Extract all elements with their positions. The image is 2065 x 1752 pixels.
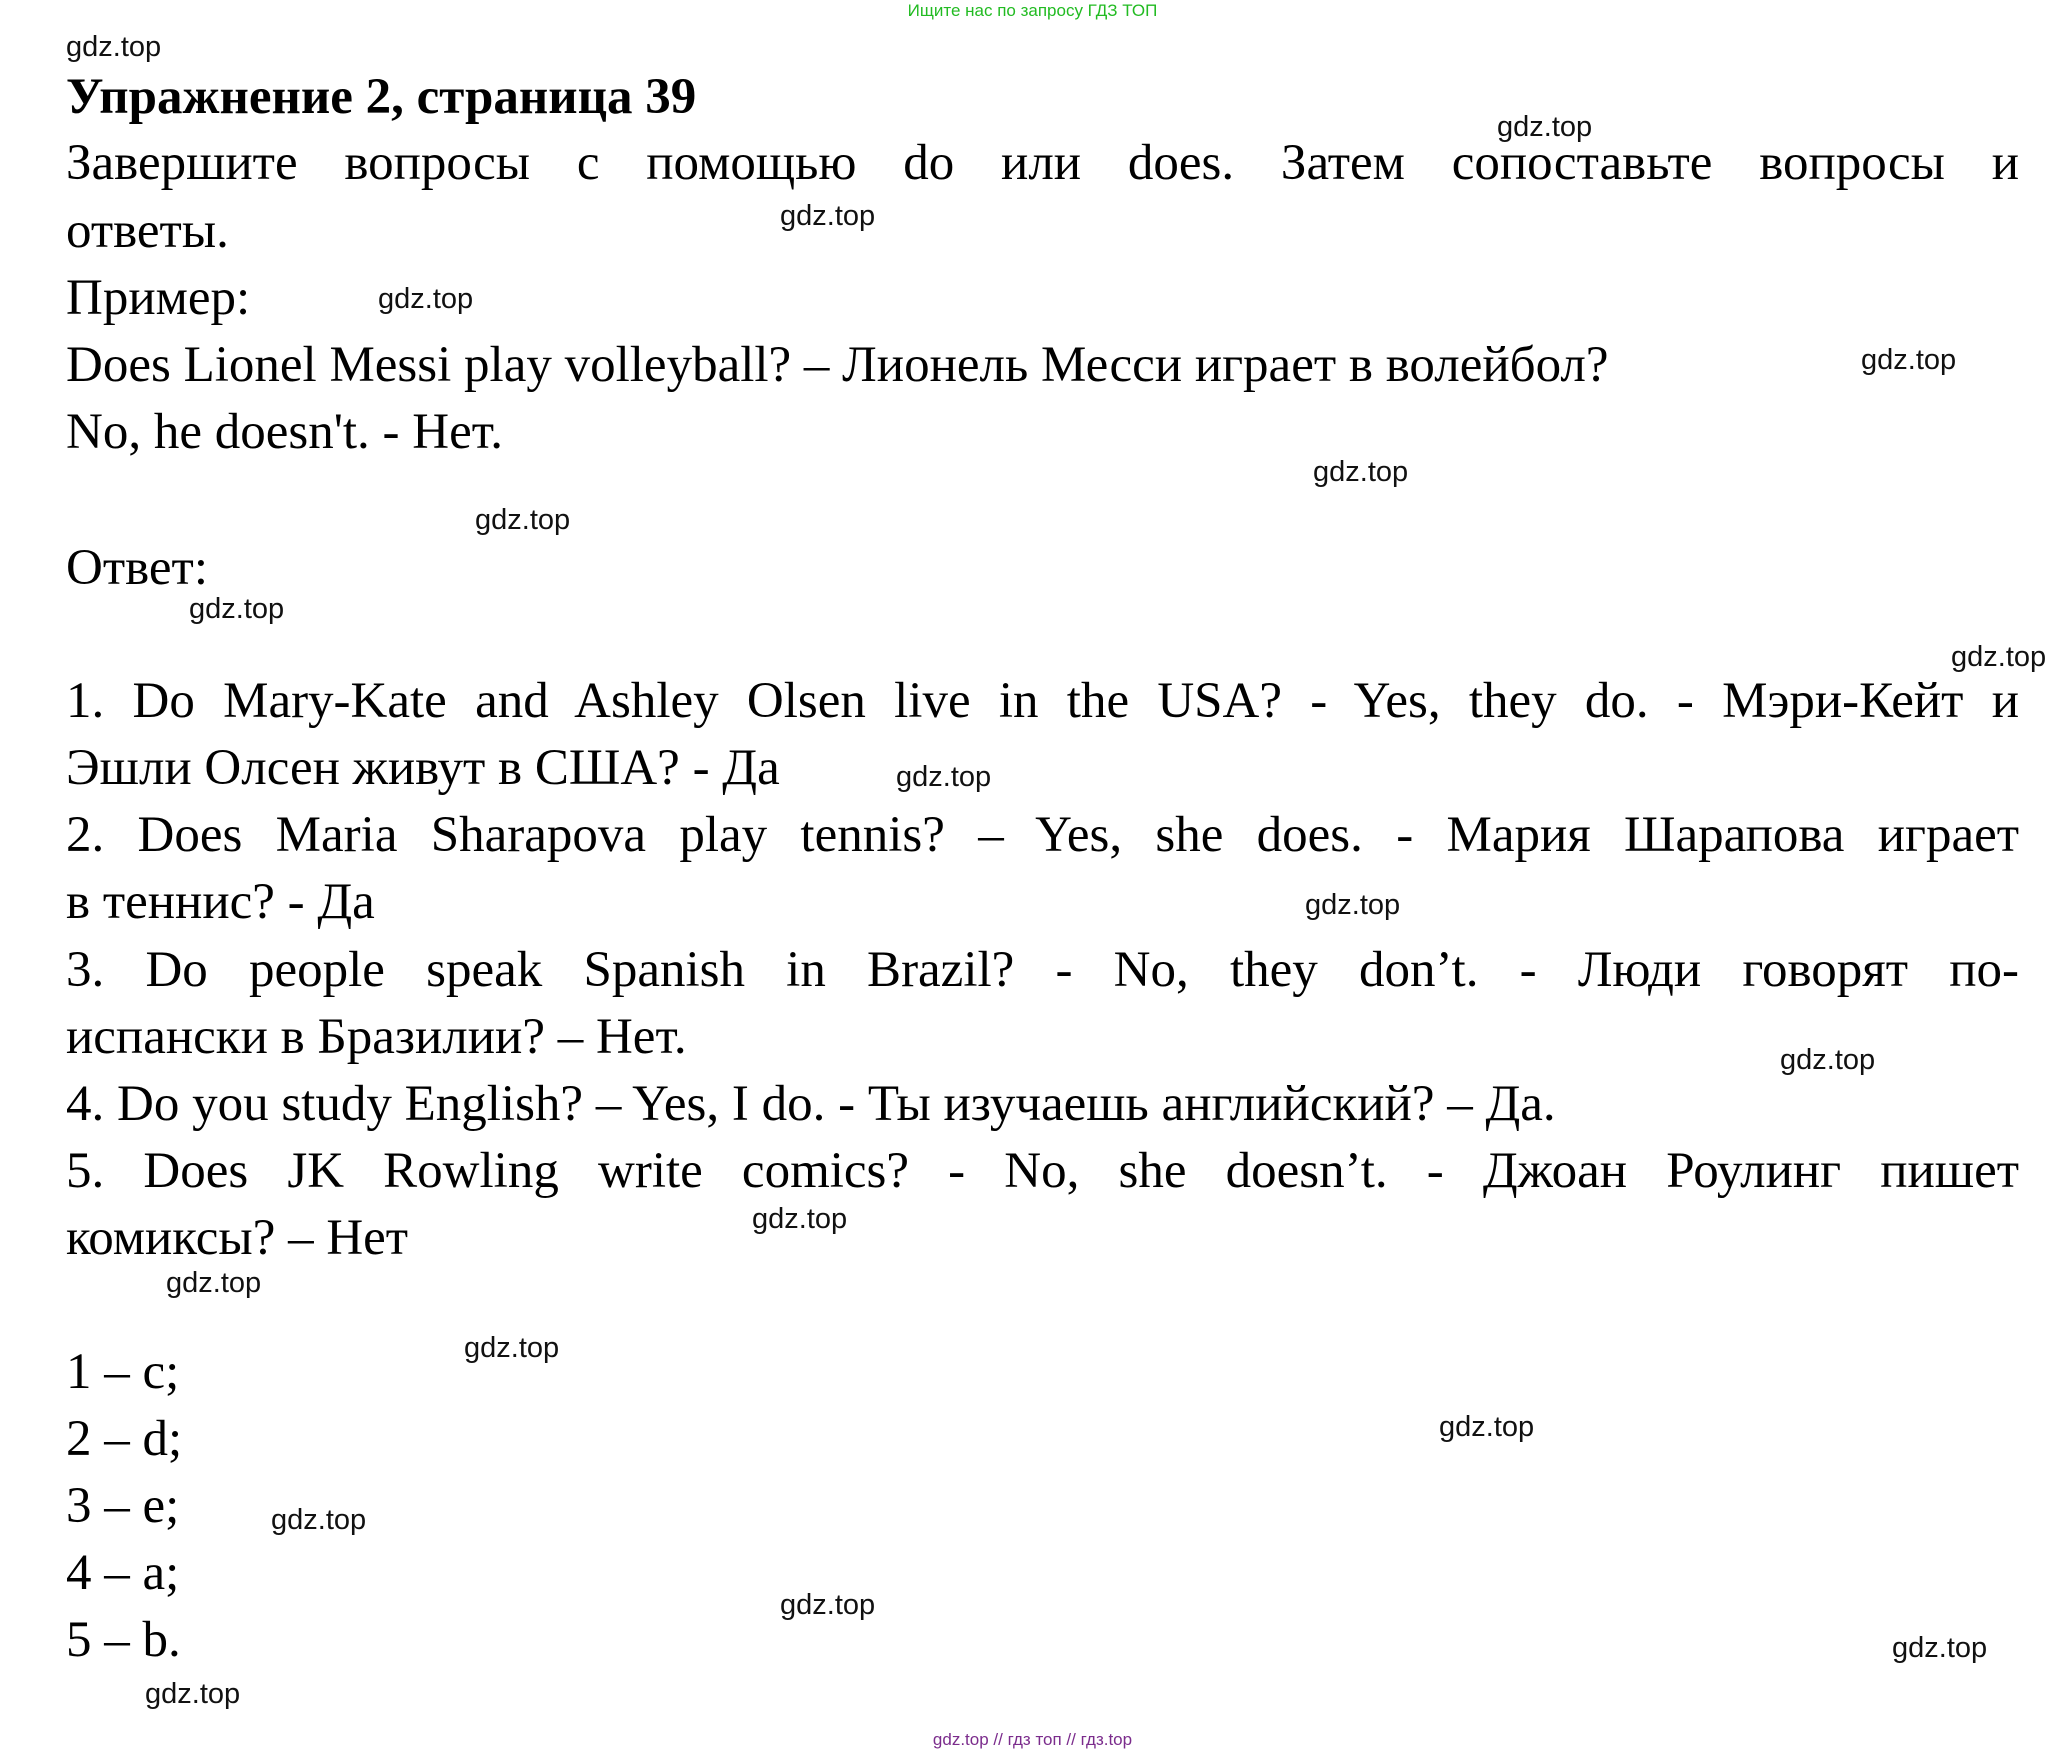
watermark: gdz.top <box>66 31 162 63</box>
example-answer: No, he doesn't. - Нет. <box>66 404 503 460</box>
watermark: gdz.top <box>1305 889 1401 921</box>
answer-1-line-2: Эшли Олсен живут в США? - Да <box>66 740 780 796</box>
example-label: Пример: <box>66 270 251 326</box>
match-3: 3 – e; <box>66 1478 180 1534</box>
bottom-banner: gdz.top // гдз топ // гдз.top <box>932 1730 1133 1749</box>
watermark: gdz.top <box>780 200 876 232</box>
page-title: Упражнение 2, страница 39 <box>66 69 697 125</box>
watermark: gdz.top <box>1892 1632 1988 1664</box>
answer-label: Ответ: <box>66 540 208 596</box>
watermark: gdz.top <box>1439 1411 1535 1443</box>
answer-2-line-2: в теннис? - Да <box>66 874 375 930</box>
watermark: gdz.top <box>1861 344 1957 376</box>
watermark: gdz.top <box>896 761 992 793</box>
watermark: gdz.top <box>752 1203 848 1235</box>
match-5: 5 – b. <box>66 1612 181 1668</box>
watermark: gdz.top <box>271 1504 367 1536</box>
watermark: gdz.top <box>1951 641 2047 673</box>
answer-5-line-2: комиксы? – Нет <box>66 1210 409 1266</box>
watermark: gdz.top <box>1313 456 1409 488</box>
top-banner: Ищите нас по запросу ГДЗ ТОП <box>907 1 1158 20</box>
watermark: gdz.top <box>464 1332 560 1364</box>
watermark: gdz.top <box>780 1589 876 1621</box>
answer-2-line-1: 2. Does Maria Sharapova play tennis? – Yes, she does. - Мария Шарапова играет <box>66 807 2019 863</box>
match-1: 1 – c; <box>66 1344 180 1400</box>
answer-4-line-1: 4. Do you study English? – Yes, I do. - Ты изучаешь английский? – Да. <box>66 1076 1556 1132</box>
watermark: gdz.top <box>166 1267 262 1299</box>
watermark: gdz.top <box>1497 111 1593 143</box>
watermark: gdz.top <box>145 1678 241 1710</box>
watermark: gdz.top <box>189 593 285 625</box>
watermark: gdz.top <box>378 283 474 315</box>
task-line-1: Завершите вопросы с помощью do или does. Затем сопоставьте вопросы и <box>66 135 2019 191</box>
answer-5-line-1: 5. Does JK Rowling write comics? - No, she doesn’t. - Джоан Роулинг пишет <box>66 1143 2019 1199</box>
answer-1-line-1: 1. Do Mary-Kate and Ashley Olsen live in the USA? - Yes, they do. - Мэри-Кейт и <box>66 673 2019 729</box>
match-4: 4 – a; <box>66 1545 180 1601</box>
example-question: Does Lionel Messi play volleyball? – Лионель Месси играет в волейбол? <box>66 337 1609 393</box>
task-line-2: ответы. <box>66 203 229 259</box>
match-2: 2 – d; <box>66 1411 183 1467</box>
watermark: gdz.top <box>475 504 571 536</box>
watermark: gdz.top <box>1780 1044 1876 1076</box>
answer-3-line-2: испански в Бразилии? – Нет. <box>66 1009 687 1065</box>
answer-3-line-1: 3. Do people speak Spanish in Brazil? - No, they don’t. - Люди говорят по- <box>66 942 2019 998</box>
